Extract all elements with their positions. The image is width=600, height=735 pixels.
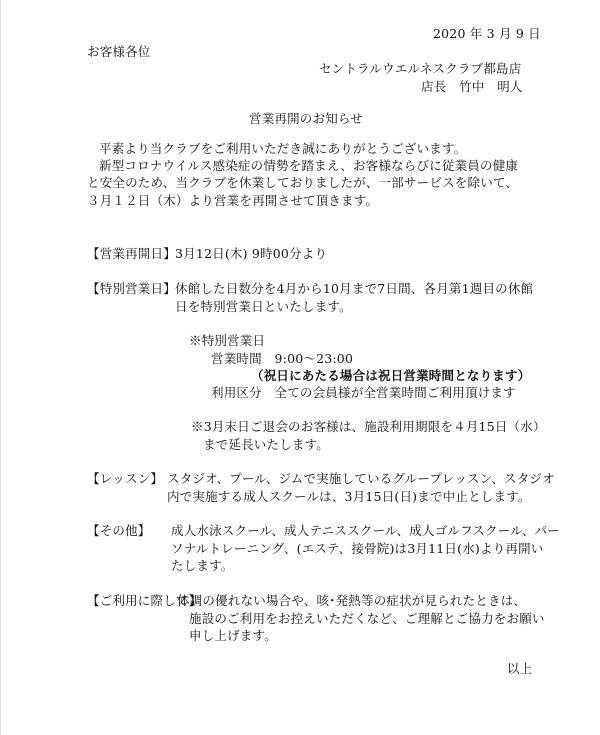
sender-organization: セントラルウエルネスクラブ都島店 xyxy=(319,61,522,76)
special-text-1: 休館した日数分を4月から10月まで7日間、各月第1週目の休館 xyxy=(175,281,534,296)
reopen-label: 【営業再開日】 xyxy=(87,246,176,261)
special-label: 【特別営業日】 xyxy=(87,281,176,296)
document-date: 2020 年 3 月 9 日 xyxy=(433,26,541,41)
special-extension-2: まで延長いたします。 xyxy=(203,437,330,452)
intro-line-1: 平素より当クラブをご利用いただき誠にありがとうございます。 xyxy=(99,141,467,156)
special-hours: 営業時間 9:00～23:00 xyxy=(211,351,354,366)
intro-line-2: 新型コロナウイルス感染症の情勢を踏まえ、お客様ならびに従業員の健康 xyxy=(99,158,519,173)
reopen-text: 3月12日(木) 9時00分より xyxy=(175,246,328,261)
other-text-2: ソナルトレーニング、(エステ、接骨院)は3月11日(水)より再開い xyxy=(171,541,544,556)
notice-label: 【ご利用に際して】 xyxy=(87,593,202,608)
lesson-label: 【レッスン】 xyxy=(87,471,164,486)
other-text-3: たします。 xyxy=(171,558,234,573)
notice-text-2: 施設のご利用をお控えいただくなど、ご理解とご協力をお願い xyxy=(189,611,545,626)
lesson-text-2: 内で実施する成人スクールは、3月15日(日)まで中止とします。 xyxy=(167,489,531,504)
intro-line-3: と安全のため、当クラブを休業しておりましたが、一部サービスを除いて、 xyxy=(87,175,519,190)
other-text-1: 成人水泳スクール、成人テニススクール、成人ゴルフスクール、パー xyxy=(171,523,560,538)
special-usage: 利用区分 全ての会員様が全営業時間ご利用頂けます xyxy=(211,385,516,400)
special-holiday-note: （祝日にあたる場合は祝日営業時間となります） xyxy=(251,368,531,383)
notice-text-1: 体調の優れない場合や、咳･発熱等の症状が見られたときは、 xyxy=(177,593,527,608)
sender-person: 店長 竹中 明人 xyxy=(421,79,523,94)
special-note-title: ※特別営業日 xyxy=(189,333,266,348)
lesson-text-1: スタジオ、プール、ジムで実施しているグループレッスン、スタジオ xyxy=(167,471,555,486)
notice-text-3: 申し上げます。 xyxy=(189,628,277,643)
special-extension-1: ※3月末日ご退会のお客様は、施設利用期限を４月15日（水） xyxy=(191,419,546,434)
intro-line-4: ３月１２日（木）より営業を再開させて頂きます。 xyxy=(87,193,379,208)
special-text-2: 日を特別営業日といたします。 xyxy=(175,299,352,314)
closing-word: 以上 xyxy=(507,661,533,676)
other-label: 【その他】 xyxy=(87,523,151,538)
document-title: 営業再開のお知らせ xyxy=(249,111,363,126)
recipient: お客様各位 xyxy=(87,44,151,59)
